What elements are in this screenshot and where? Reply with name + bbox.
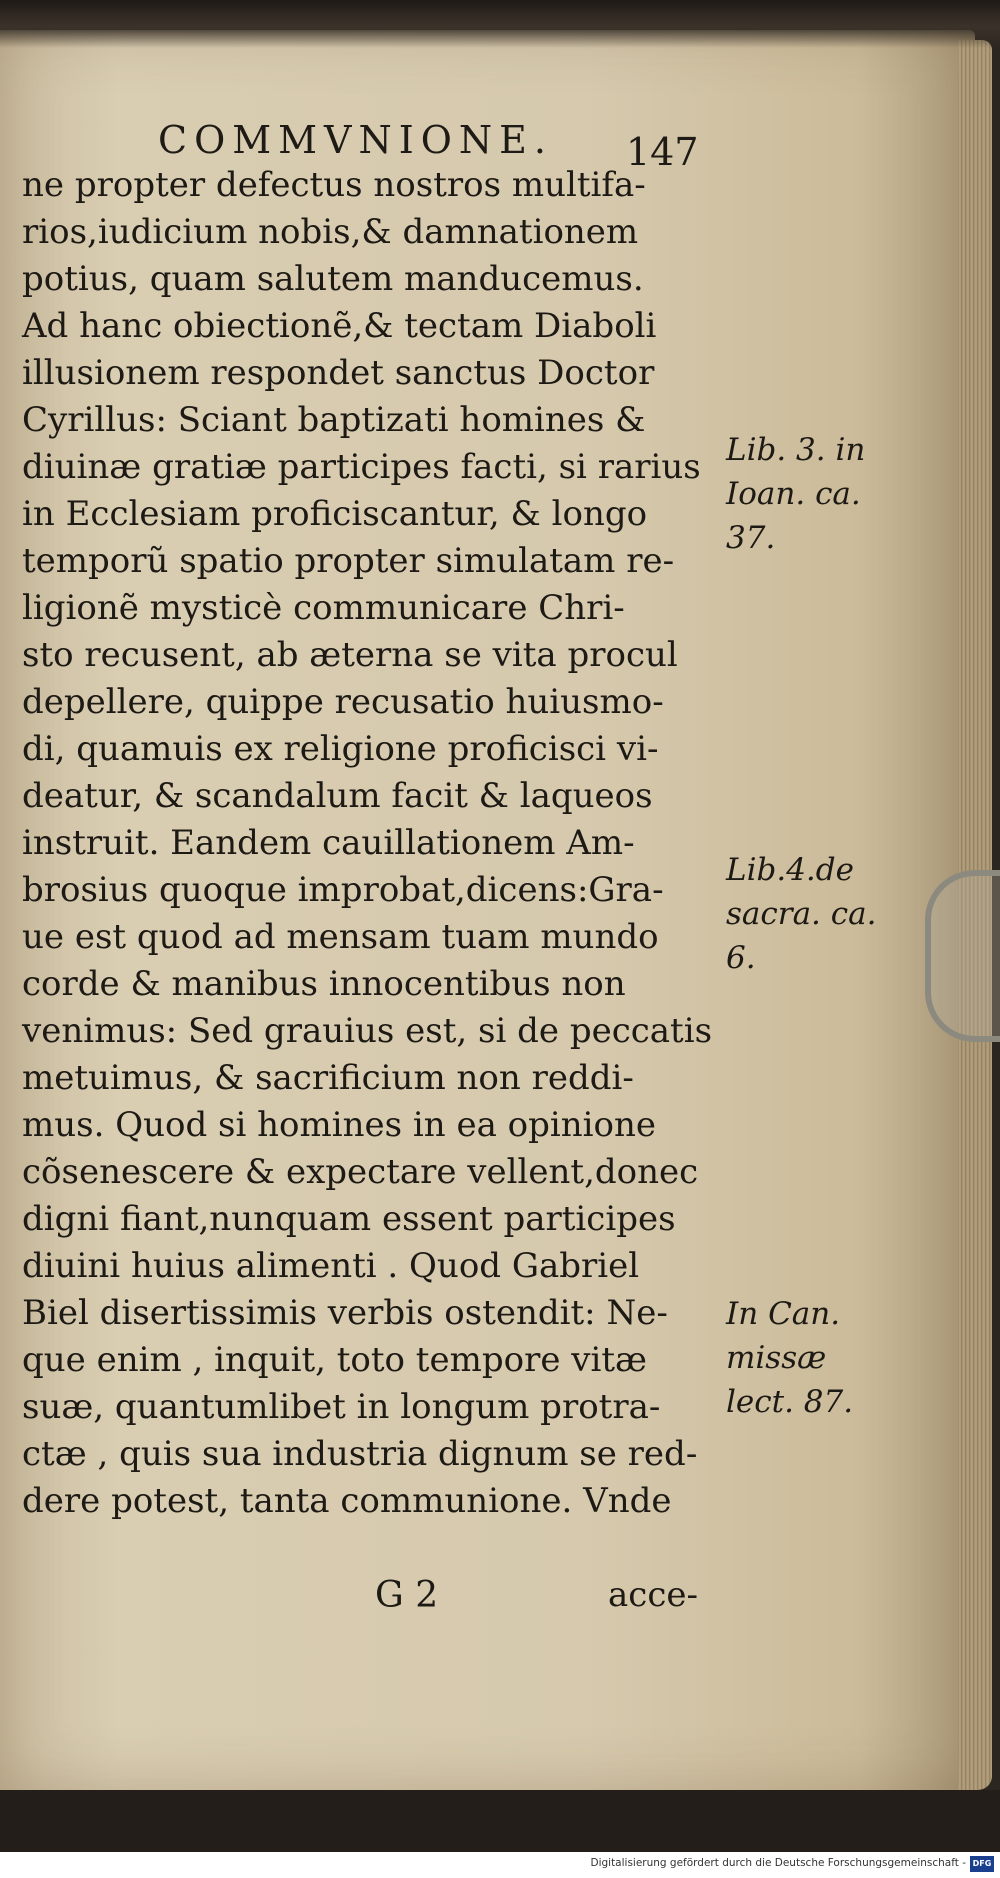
- funding-credit: Digitalisierung gefördert durch die Deutsche Forschungsgemeinschaft -: [590, 1857, 966, 1869]
- dfg-logo: DFG: [970, 1856, 994, 1872]
- text-line: mus. Quod si homines in ea opinione: [22, 1105, 657, 1145]
- text-line: deatur, & scandalum facit & laqueos: [22, 776, 653, 816]
- text-line: brosius quoque improbat,dicens:Gra-: [22, 870, 664, 910]
- text-block: [22, 162, 722, 1525]
- text-line: sto recusent, ab æterna se vita procul: [22, 635, 678, 675]
- margin-note: In Can. missæ lect. 87.: [726, 1296, 854, 1420]
- catchword: acce-: [608, 1575, 698, 1615]
- text-line: Biel disertissimis verbis ostendit: Ne-: [22, 1293, 668, 1333]
- text-line: digni fiant,nunquam essent participes: [22, 1199, 676, 1239]
- text-line: diuini huius alimenti . Quod Gabriel: [22, 1246, 640, 1286]
- text-line: illusionem respondet sanctus Doctor: [22, 353, 655, 393]
- text-line: ctæ , quis sua industria dignum se red-: [22, 1434, 698, 1474]
- signature-mark: G 2: [375, 1575, 439, 1616]
- text-line: diuinæ gratiæ participes facti, si rarius: [22, 447, 701, 487]
- text-line: temporũ spatio propter simulatam re-: [22, 541, 675, 581]
- text-line: Cyrillus: Sciant baptizati homines &: [22, 400, 646, 440]
- margin-note: Lib.4.de sacra. ca. 6.: [726, 852, 877, 976]
- text-line: metuimus, & sacrificium non reddi-: [22, 1058, 634, 1098]
- text-line: in Ecclesiam proficiscantur, & longo: [22, 494, 648, 534]
- text-line: cõsenescere & expectare vellent,donec: [22, 1152, 699, 1192]
- text-line: ne propter defectus nostros multifa-: [22, 165, 646, 205]
- binding-shadow: [0, 0, 1000, 48]
- text-line: venimus: Sed grauius est, si de peccatis: [22, 1011, 713, 1051]
- text-line: rios,iudicium nobis,& damnationem: [22, 212, 639, 252]
- text-line: depellere, quippe recusatio huiusmo-: [22, 682, 664, 722]
- text-line: que enim , inquit, toto tempore vitæ: [22, 1340, 647, 1380]
- text-line: instruit. Eandem cauillationem Am-: [22, 823, 635, 863]
- text-line: Ad hanc obiectionẽ,& tectam Diaboli: [22, 306, 657, 346]
- text-line: di, quamuis ex religione proficisci vi-: [22, 729, 659, 769]
- running-head: COMMVNIONE.: [158, 118, 553, 162]
- scan-bottom-band: [0, 1790, 1000, 1852]
- text-line: corde & manibus innocentibus non: [22, 964, 626, 1004]
- bookmark-ribbon: [925, 870, 1000, 1042]
- margin-note: Lib. 3. in Ioan. ca. 37.: [726, 432, 866, 556]
- page-number: 147: [626, 130, 699, 174]
- text-line: suæ, quantumlibet in longum protra-: [22, 1387, 661, 1427]
- text-line: dere potest, tanta communione. Vnde: [22, 1481, 672, 1521]
- text-line: ue est quod ad mensam tuam mundo: [22, 917, 659, 957]
- text-line: potius, quam salutem manducemus.: [22, 259, 644, 299]
- text-line: ligionẽ mysticè communicare Chri-: [22, 588, 625, 628]
